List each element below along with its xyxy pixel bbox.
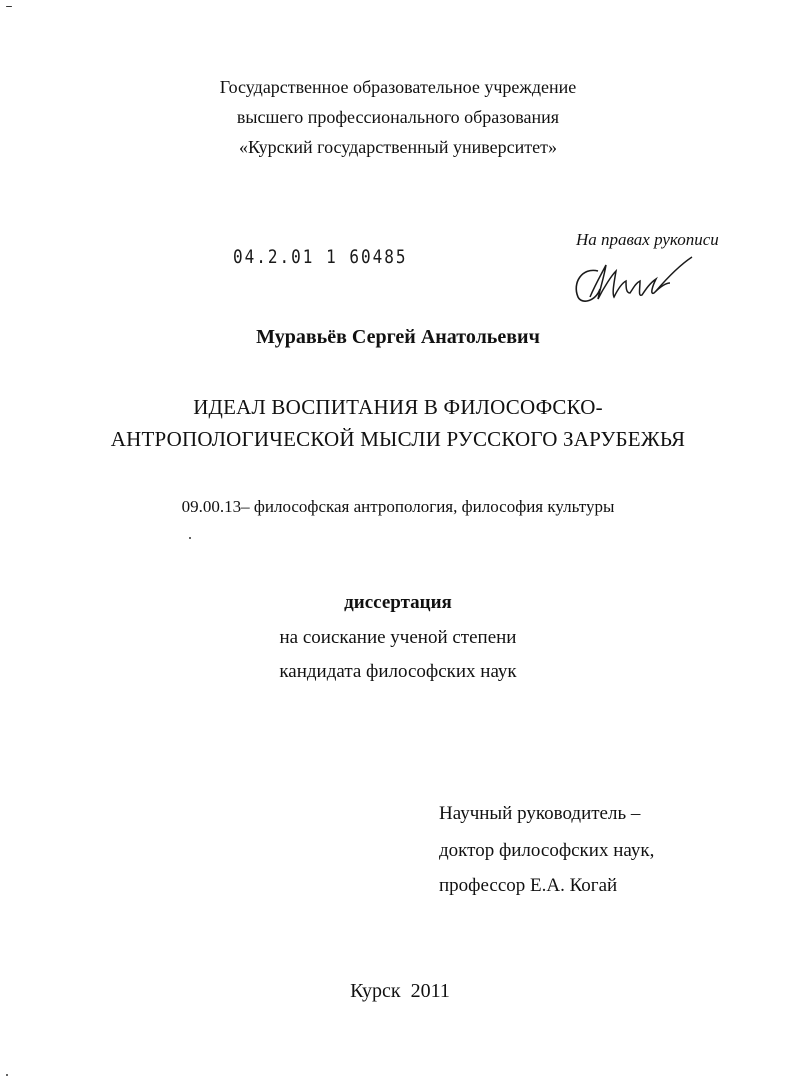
work-type-degree-line-2: кандидата философских наук — [279, 661, 517, 682]
institution-line-2: высшего профессионального образования — [236, 107, 560, 127]
supervisor-degree: доктор философских наук, — [439, 840, 655, 861]
dissertation-title-line-2: АНТРОПОЛОГИЧЕСКОЙ МЫСЛИ РУССКОГО ЗАРУБЕЖЬЯ — [110, 427, 686, 451]
institution-line-1: Государственное образовательное учреждение — [219, 77, 577, 97]
scan-mark-top — [6, 6, 12, 7]
dissertation-title-line-1: ИДЕАЛ ВОСПИТАНИЯ В ФИЛОСОФСКО- — [193, 395, 603, 419]
supervisor-role: Научный руководитель – — [439, 803, 641, 824]
scan-mark-bottom — [6, 1074, 8, 1076]
work-type-degree-line-1: на соискание ученой степени — [279, 627, 517, 648]
supervisor-name: профессор Е.А. Когай — [439, 875, 618, 896]
registration-stamp-number: 04.2.01 1 60485 — [233, 245, 408, 268]
scan-speck — [189, 537, 191, 539]
author-name: Муравьёв Сергей Анатольевич — [256, 326, 540, 348]
specialty-code: 09.00.13– философская антропология, философия культуры — [181, 497, 615, 516]
author-signature — [570, 253, 700, 309]
city-year: Курск 2011 — [350, 980, 450, 1002]
rights-note: На правах рукописи — [576, 230, 719, 249]
institution-line-3: «Курский государственный университет» — [238, 137, 558, 157]
work-type-label: диссертация — [344, 592, 452, 613]
